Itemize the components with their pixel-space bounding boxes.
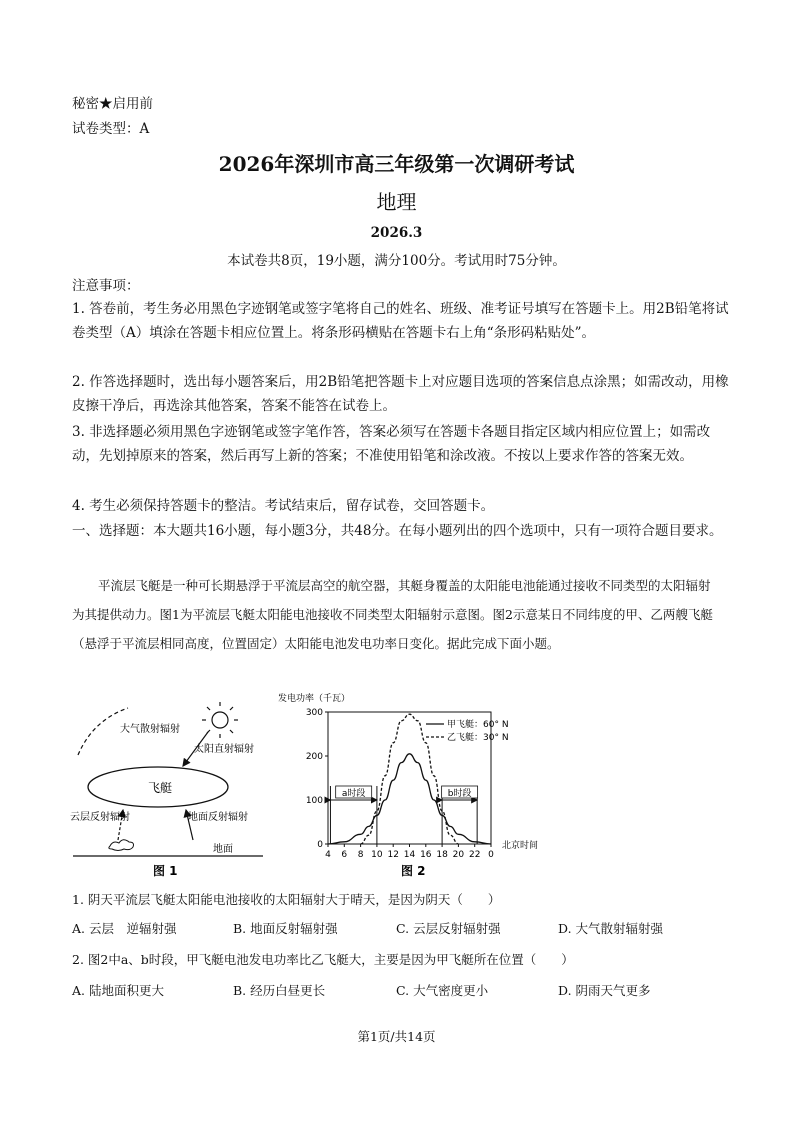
x-tick-label: 10	[371, 850, 383, 860]
question-1-option: B. 地面反射辐射强	[233, 921, 338, 936]
exam-date: 2026.3	[370, 225, 423, 241]
label-ground: 地面	[213, 844, 233, 855]
x-tick-label: 8	[357, 850, 364, 860]
notice-heading: 注意事项：	[72, 278, 140, 294]
time-window-label: b时段	[447, 789, 472, 799]
label-cloud: 云层反射辐射	[70, 812, 130, 823]
time-window-label: a时段	[341, 789, 366, 799]
legend-label: 甲飞艇：60° N	[447, 720, 509, 730]
exam-summary: 本试卷共8页，19小题，满分100分。考试用时75分钟。	[227, 253, 566, 269]
question-2-option: B. 经历白昼更长	[233, 983, 326, 998]
paper-type: 试卷类型：A	[72, 121, 150, 137]
y-tick-label: 200	[305, 752, 323, 762]
label-scatter: 大气散射辐射	[120, 724, 180, 735]
x-tick-label: 4	[325, 850, 331, 860]
question-2-option: A. 陆地面积更大	[72, 983, 164, 998]
series-line-yi	[361, 714, 459, 844]
label-airship: 飞艇	[148, 781, 173, 795]
question-1-option: C. 云层反射辐射强	[396, 921, 501, 936]
label-ground-reflect: 地面反射辐射	[188, 812, 248, 823]
x-tick-label: 0	[488, 850, 494, 860]
figure-2-caption: 图 2	[401, 864, 426, 878]
section-heading: 一、选择题：本大题共16小题，每小题3分，共48分。在每小题列出的四个选项中，只有一项符合题目要求。	[72, 523, 723, 539]
figure-1-diagram	[68, 700, 273, 880]
figure-2-chart	[276, 690, 561, 882]
x-tick-label: 14	[403, 850, 416, 860]
exam-title: 2026年深圳市高三年级第一次调研考试	[218, 152, 575, 176]
legend-label: 乙飞艇：30° N	[447, 733, 509, 743]
question-1-stem: 1. 阴天平流层飞艇太阳能电池接收的太阳辐射大于晴天，是因为阴天（ ）	[72, 892, 501, 907]
question-intro: 平流层飞艇是一种可长期悬浮于平流层高空的航空器，其艇身覆盖的太阳能电池能通过接收不同类型的太阳辐射为其提供动力。图1为平流层飞艇太阳能电池接收不同类型太阳辐射示意图。图2示意某日不同纬度的甲、乙两艘飞艇（悬浮于平流层相同高度，位置固定）太阳能电池发电功率日变化。据此完成下面小题。	[72, 578, 713, 651]
chart-ylabel: 发电功率（千瓦）	[278, 694, 351, 704]
question-1-option: D. 大气散射辐射强	[558, 921, 664, 936]
label-direct: 太阳直射辐射	[194, 744, 254, 755]
x-tick-label: 22	[468, 850, 481, 860]
figure-1-caption: 图 1	[153, 864, 178, 878]
question-2-stem: 2. 图2中a、b时段，甲飞艇电池发电功率比乙飞艇大，主要是因为甲飞艇所在位置（ ）	[72, 952, 574, 967]
notice-item: 1. 答卷前，考生务必用黑色字迹钢笔或签字笔将自己的姓名、班级、准考证号填写在答题卡上。用2B铅笔将试卷类型（A）填涂在答题卡相应位置上。将条形码横贴在答题卡右上角“条形码粘贴处”。	[72, 301, 729, 341]
question-1-option: A. 云层 逆辐射强	[72, 921, 177, 936]
notice-item: 4. 考生必须保持答题卡的整洁。考试结束后，留存试卷，交回答题卡。	[72, 498, 495, 514]
question-2-option: D. 阴雨天气更多	[558, 983, 651, 998]
y-tick-label: 0	[317, 840, 323, 850]
subject-title: 地理	[376, 190, 417, 214]
chart-xlabel: 北京时间	[502, 841, 539, 851]
page-footer: 第1页/共14页	[357, 1029, 436, 1044]
plot-frame	[328, 712, 491, 844]
x-tick-label: 18	[436, 850, 448, 860]
x-tick-label: 12	[387, 850, 399, 860]
question-2-option: C. 大气密度更小	[396, 983, 489, 998]
x-tick-label: 6	[341, 850, 348, 860]
notice-item: 3. 非选择题必须用黑色字迹钢笔或签字笔作答，答案必须写在答题卡各题目指定区域内相应位置上；如需改动，先划掉原来的答案，然后再写上新的答案；不准使用铅笔和涂改液。不按以上要求作答的答案无效。	[72, 424, 711, 464]
y-tick-label: 100	[305, 796, 323, 806]
x-tick-label: 16	[420, 850, 432, 860]
y-tick-label: 300	[305, 708, 323, 718]
notice-item: 2. 作答选择题时，选出每小题答案后，用2B铅笔把答题卡上对应题目选项的答案信息点涂黑；如需改动，用橡皮擦干净后，再选涂其他答案，答案不能答在试卷上。	[72, 374, 729, 414]
x-tick-label: 20	[452, 850, 465, 860]
secret-label: 秘密★启用前	[72, 96, 153, 112]
cloud-icon	[109, 840, 134, 851]
